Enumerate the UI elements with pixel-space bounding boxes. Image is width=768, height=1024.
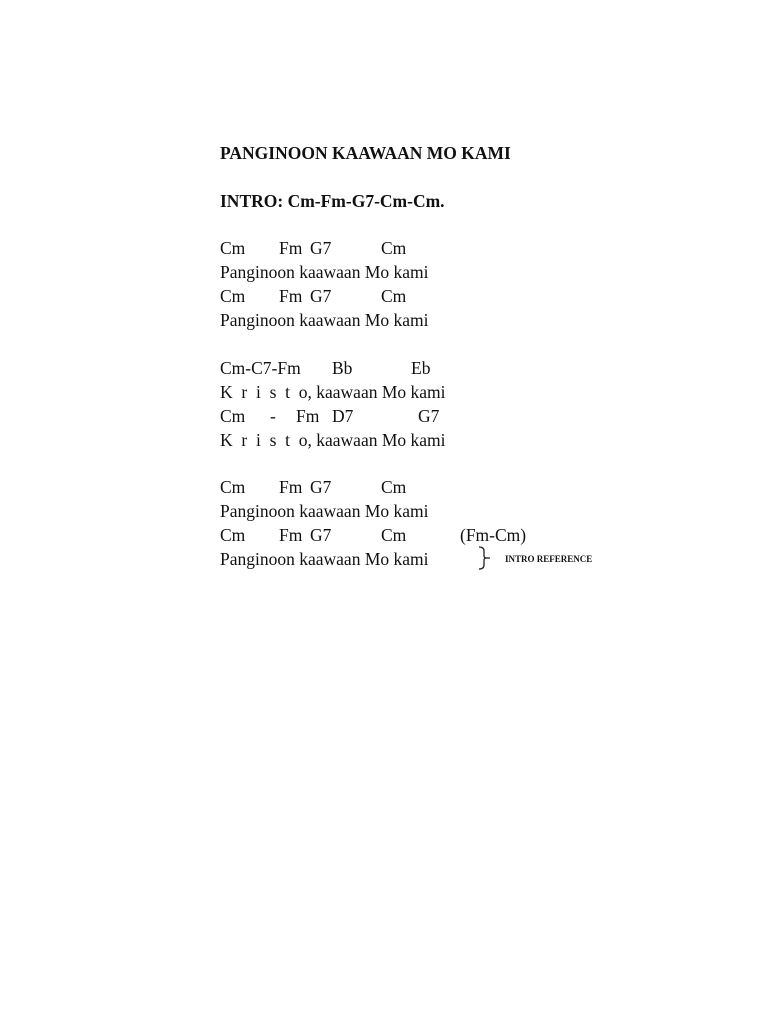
chord: Cm [220, 525, 246, 545]
chord: Cm [381, 286, 407, 306]
chord: G7 [310, 286, 332, 306]
chord: Fm [296, 406, 320, 426]
chord: Cm [220, 286, 246, 306]
chord: Cm [220, 238, 246, 258]
brace-icon [478, 546, 490, 570]
chord: G7 [310, 525, 332, 545]
song-title: PANGINOON KAAWAAN MO KAMI [220, 143, 511, 163]
intro-reference-label: INTRO REFERENCE [505, 554, 593, 564]
chord: Cm-C7-Fm [220, 358, 301, 378]
chord: D7 [332, 406, 354, 426]
chord: G7 [310, 238, 332, 258]
chord: Fm [279, 525, 303, 545]
lyric-line: Panginoon kaawaan Mo kami [220, 549, 429, 569]
chord: Bb [332, 358, 353, 378]
chord: Cm [220, 477, 246, 497]
lyric-line: Panginoon kaawaan Mo kami [220, 310, 429, 330]
chord: Fm [279, 286, 303, 306]
lyric-line: K r i s t o, kaawaan Mo kami [220, 430, 446, 450]
chord: Cm [381, 238, 407, 258]
chord: - [270, 406, 276, 426]
lyric-line: Panginoon kaawaan Mo kami [220, 262, 429, 282]
chord: Eb [411, 358, 431, 378]
chord: (Fm-Cm) [460, 525, 527, 545]
chord: Cm [381, 525, 407, 545]
chord: Cm [220, 406, 246, 426]
chord: Cm [381, 477, 407, 497]
lyric-line: Panginoon kaawaan Mo kami [220, 501, 429, 521]
chord: G7 [310, 477, 332, 497]
lyric-line: K r i s t o, kaawaan Mo kami [220, 382, 446, 402]
chord: Fm [279, 238, 303, 258]
chord: G7 [418, 406, 440, 426]
intro-chords: INTRO: Cm-Fm-G7-Cm-Cm. [220, 191, 445, 211]
chord: Fm [279, 477, 303, 497]
